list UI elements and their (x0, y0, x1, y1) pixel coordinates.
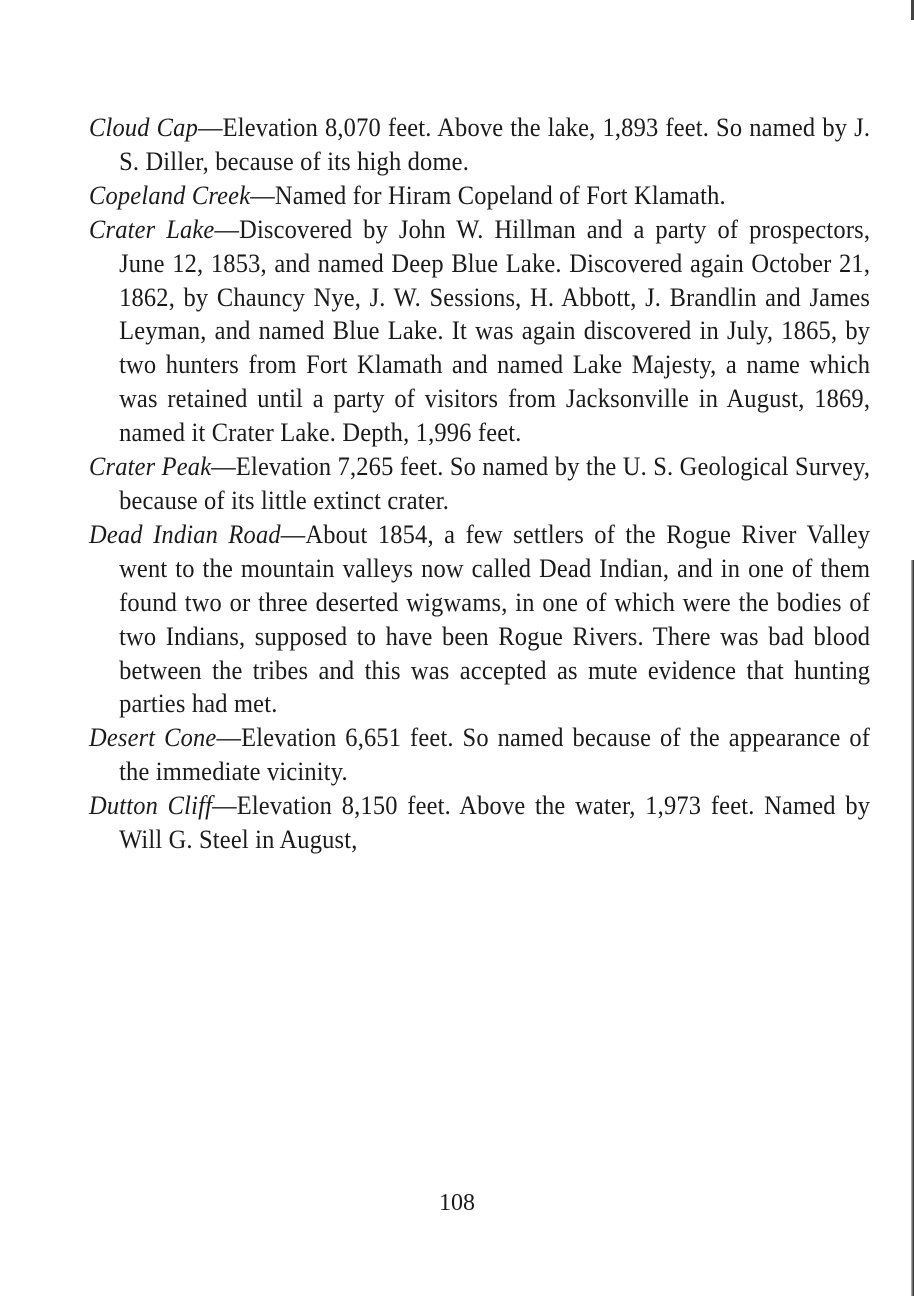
entry-text: —Elevation 7,265 feet. So named by the U. S. Geological Survey, because of its little extinct crater. (119, 452, 871, 515)
entry-copeland-creek (89, 179, 870, 213)
entry-term: Cloud Cap (89, 113, 198, 142)
entry-dutton-cliff (89, 789, 870, 857)
entry-term: Crater Lake (89, 214, 215, 244)
entry-text: —About 1854, a few settlers of the Rogue River Valley went to the mountain valleys now called Dead Indian, and in one of them found two or three deserted wigwams, in one of which were the bodies of two Indians, supposed to have been Rogue Rivers. There was bad blood between the tribes and this was accepted as mute evidence that hunting parties had met. (119, 519, 871, 719)
entry-crater-lake (89, 213, 870, 450)
page-number: 108 (439, 1190, 475, 1216)
entry-term: Dutton Cliff (89, 791, 213, 821)
entry-cloud-cap (89, 111, 870, 179)
entry-text: —Named for Hiram Copeland of Fort Klamath. (250, 180, 726, 210)
entry-crater-peak (89, 450, 870, 518)
entry-text: —Elevation 6,651 feet. So named because of the appearance of the immediate vicinity. (119, 723, 871, 787)
entry-term: Copeland Creek (89, 180, 251, 210)
entry-dead-indian-road (89, 518, 870, 721)
entry-term: Desert Cone (89, 723, 217, 753)
page-body (89, 111, 871, 857)
entry-text: —Elevation 8,070 feet. Above the lake, 1,893 feet. So named by J. S. Diller, because of its high dome. (119, 113, 871, 176)
entry-desert-cone (89, 721, 870, 789)
entry-term: Dead Indian Road (89, 519, 281, 549)
entry-text: —Discovered by John W. Hillman and a party of prospectors, June 12, 1853, and named Deep Blue Lake. Discovered again October 21, 1862, by Chauncy Nye, J. W. Sessions, H. Abbott, J. Brandlin and James Leyman, and named Blue Lake. It was again discovered in July, 1865, by two hunters from Fort Klamath and named Lake Majesty, a name which was retained until a party of visitors from Jacksonville in August, 1869, named it Crater Lake. Depth, 1,996 feet. (119, 214, 871, 448)
entry-text: —Elevation 8,150 feet. Above the water, 1,973 feet. Named by Will G. Steel in August, (119, 791, 871, 855)
entry-term: Crater Peak (89, 452, 212, 482)
